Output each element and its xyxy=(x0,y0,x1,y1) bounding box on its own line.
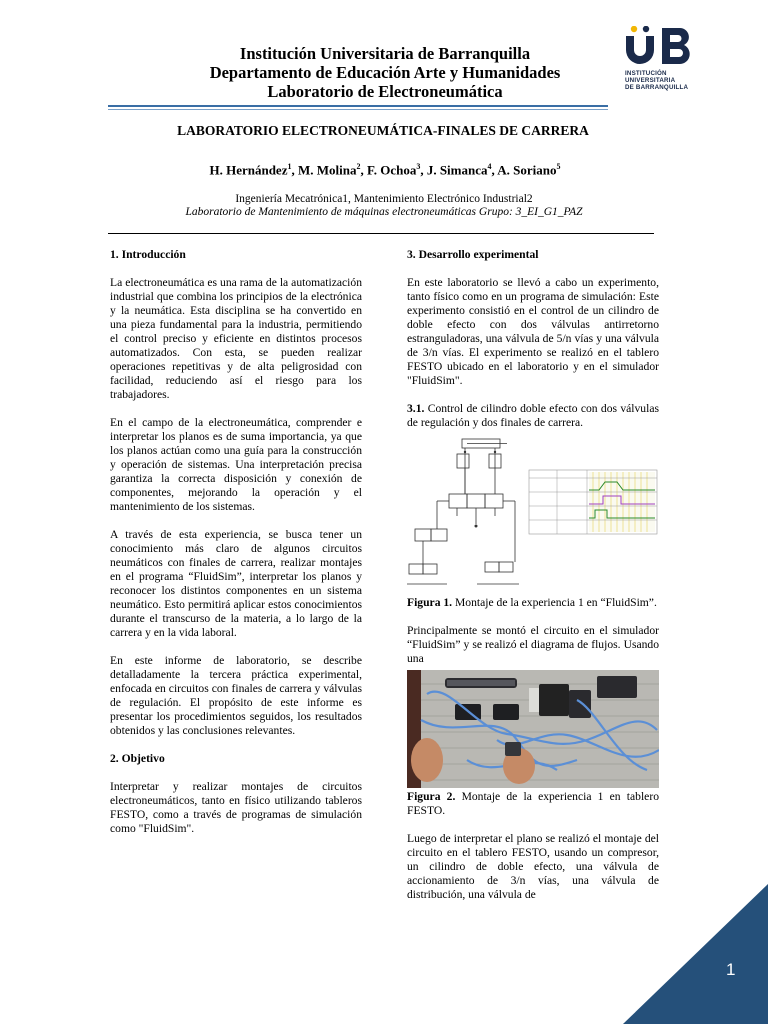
author-3-sup: 3 xyxy=(416,162,421,171)
intro-paragraph-2: En el campo de la electroneumática, comprender e interpretar los planos es de suma importancia, ya que los planos actúan como una guía para la construcción y operación de sistemas. Una interpretación precisa garantiza la correcta disposición y conexión de componentes, mejorando la operación y el mantenimiento de los sistemas. xyxy=(110,416,362,513)
logo-line-1: INSTITUCIÓN xyxy=(625,70,667,77)
author-4: J. Simanca xyxy=(426,162,488,178)
institution-header xyxy=(140,44,630,101)
subsection-number: 3.1. xyxy=(407,402,425,415)
title-separator xyxy=(108,233,654,234)
header-rule xyxy=(108,105,608,107)
subsection-text: Control de cilindro doble efecto con dos válvulas de regulación y dos finales de carrera. xyxy=(407,402,659,429)
author-3: F. Ochoa xyxy=(366,162,417,178)
development-paragraph-1: En este laboratorio se llevó a cabo un experimento, tanto físico como en un programa de simulación: Este experimento consistió en el control de un cilindro de doble efecto con dos válvulas antirretorno estranguladoras, una válvula de 5/n vías y una válvula de 3/n vías. El experimento se realizó en el tablero FESTO ubicado en el laboratorio y en el simulador "FluidSim". xyxy=(407,276,659,387)
header-line-3: Laboratorio de Electroneumática xyxy=(267,82,503,101)
logo-line-3: DE BARRANQUILLA xyxy=(625,84,689,92)
festo-board-photo xyxy=(407,670,659,788)
header-rule-thin xyxy=(108,109,608,110)
header-line-1: Institución Universitaria de Barranquilla xyxy=(239,44,531,63)
figure-2-text: Montaje de la experiencia 1 en tablero FESTO. xyxy=(407,790,659,817)
left-column xyxy=(110,248,362,850)
author-4-sup: 4 xyxy=(487,162,492,171)
intro-paragraph-1: La electroneumática es una rama de la automatización industrial que combina los principios de la electrónica y la neumática. Esta disciplina se ha convertido en una pieza fundamental para la industria, permitiendo el control preciso y eficiente en distintos procesos automatizados. Con esta, se pueden realizar operaciones repetitivas y de alta peligrosidad con facilidad, reduciendo así el riesgo para los trabajadores. xyxy=(110,276,362,401)
figure-2-festo-photo xyxy=(407,670,659,788)
header-line-2: Departamento de Educación Arte y Humanidades xyxy=(209,63,561,82)
figure-1-fluidsim-circuit xyxy=(407,434,659,592)
corner-triangle xyxy=(623,884,768,1024)
author-1: H. Hernández xyxy=(209,162,288,178)
intro-paragraph-3: A través de esta experiencia, se busca tener un conocimiento más claro de algunos circuitos neumáticos con finales de carrera, realizar montajes en el programa “FluidSim”, interpretar los planos y reconocer los distintos componentes en un sistema neumático. Esto permitirá aplicar estos conocimientos durante el transcurso de la materia, a lo largo de la carrera y en la vida laboral. xyxy=(110,528,362,639)
university-logo xyxy=(622,26,702,92)
section-objective-heading: 2. Objetivo xyxy=(110,752,165,765)
right-column xyxy=(407,248,659,916)
objective-paragraph: Interpretar y realizar montajes de circuitos electroneumáticos, tanto en físico utilizando tableros FESTO, como a través de programas de simulación como "FluidSim". xyxy=(110,780,362,835)
figure-1-text: Montaje de la experiencia 1 en “FluidSim”. xyxy=(452,596,657,609)
author-5-sup: 5 xyxy=(556,162,561,171)
figure-2-caption xyxy=(407,790,659,818)
affiliation: Ingeniería Mecatrónica1, Mantenimiento Electrónico Industrial2 xyxy=(235,193,533,205)
figure-1-label: Figura 1. xyxy=(407,596,453,609)
subsection-3-1 xyxy=(407,402,659,430)
pneumatic-circuit-diagram xyxy=(407,434,659,592)
author-2: M. Molina xyxy=(297,162,357,178)
author-5: A. Soriano xyxy=(497,162,557,178)
section-intro-heading: 1. Introducción xyxy=(110,248,186,261)
paper-title: LABORATORIO ELECTRONEUMÁTICA-FINALES DE CARRERA xyxy=(177,123,589,138)
author-list: H. Hernández$^1$, M. Molina$^2$, F. Ochoa$^3$, J. Simanca$^4$, A. Soriano$^5$ xyxy=(209,162,561,178)
development-paragraph-2: Principalmente se montó el circuito en el simulador “FluidSim” y se realizó el diagrama de flujos. Usando una xyxy=(407,624,659,665)
page-number: 1 xyxy=(726,960,736,979)
author-1-sup: 1 xyxy=(287,162,292,171)
author-2-sup: 2 xyxy=(356,162,361,171)
affiliation-block xyxy=(108,193,660,219)
development-paragraph-3: Luego de interpretar el plano se realizó el montaje del circuito en el tablero FESTO, usando un compresor, un cilindro de doble efecto, una válvula de accionamiento de 3/n vías, una válvula de distribución, una válvula de xyxy=(407,832,659,901)
intro-paragraph-4: En este informe de laboratorio, se describe detalladamente la tercera práctica experimental, enfocada en circuitos con finales de carrera y válvulas de regulación. El propósito de este informe es presentar los procedimientos seguidos, los resultados obtenidos y las conclusiones relevantes. xyxy=(110,654,362,737)
logo-line-2: UNIVERSITARIA xyxy=(625,77,676,85)
ub-logo-icon xyxy=(622,26,700,66)
flow-diagram xyxy=(529,470,657,534)
figure-1-caption xyxy=(407,596,659,610)
figure-2-label: Figura 2. xyxy=(407,790,456,803)
lab-group: Laboratorio de Mantenimiento de máquinas electroneumáticas Grupo: 3_EI_G1_PAZ xyxy=(185,206,583,218)
section-development-heading: 3. Desarrollo experimental xyxy=(407,248,539,261)
